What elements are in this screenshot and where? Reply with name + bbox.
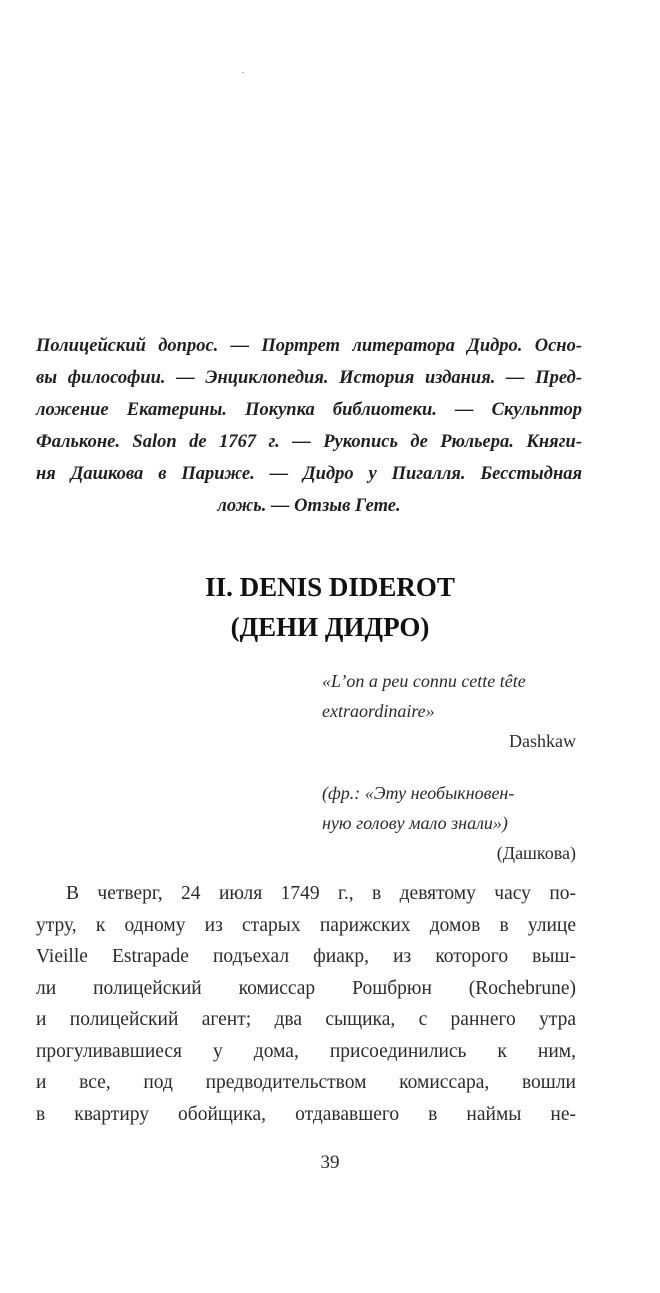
epigraph-translation-line: (фр.: «Эту необыкновен- [322,783,515,803]
body-paragraph [36,878,576,1130]
chapter-title-line1: II. DENIS DIDEROT [205,572,455,602]
body-line: в квартиру обойщика, отдававшего в наймы не- [36,1103,576,1125]
chapter-title [0,567,660,647]
epigraph-translation-attribution: (Дашкова) [496,843,576,863]
page-number: 39 [320,1152,340,1173]
body-line: В четверг, 24 июля 1749 г., в девятому часу по- [66,883,576,904]
synopsis-line: Полицейский допрос. — Портрет литератора Дидро. Осно- [36,336,582,356]
synopsis-line: ложение Екатерины. Покупка библиотеки. — Скульптор [36,400,582,420]
body-line: и полицейский агент; два сыщика, с раннего утра [36,1009,576,1030]
epigraph [322,666,576,868]
chapter-title-line2: (ДЕНИ ДИДРО) [230,612,430,642]
body-line: утру, к одному из старых парижских домов в улице [36,914,576,936]
epigraph-attribution: Dashkaw [509,731,576,751]
body-line: Vieille Estrapade подъехал фиакр, из которого выш- [36,946,576,967]
synopsis-line: вы философии. — Энциклопедия. История издания. — Пред- [36,368,582,388]
body-line: прогуливавшиеся у дома, присоединились к ним, [36,1040,576,1062]
synopsis-line: ложь. — Отзыв Гете. [217,496,401,516]
epigraph-quote-line: extraordinaire» [322,701,435,721]
scan-speck [242,72,244,73]
epigraph-quote-line: «L’on a peu connu cette tête [322,671,526,691]
epigraph-translation-line: ную голову мало знали») [322,813,508,833]
body-line: ли полицейский комиссар Рошбрюн (Rochebrune) [36,977,576,999]
chapter-synopsis [36,330,582,522]
synopsis-line: ня Дашкова в Париже. — Дидро у Пигалля. Бесстыдная [36,464,582,484]
synopsis-line: Фальконе. Salon de 1767 г. — Рукопись де Рюльера. Княги- [36,432,582,452]
body-line: и все, под предводительством комиссара, вошли [36,1072,576,1093]
